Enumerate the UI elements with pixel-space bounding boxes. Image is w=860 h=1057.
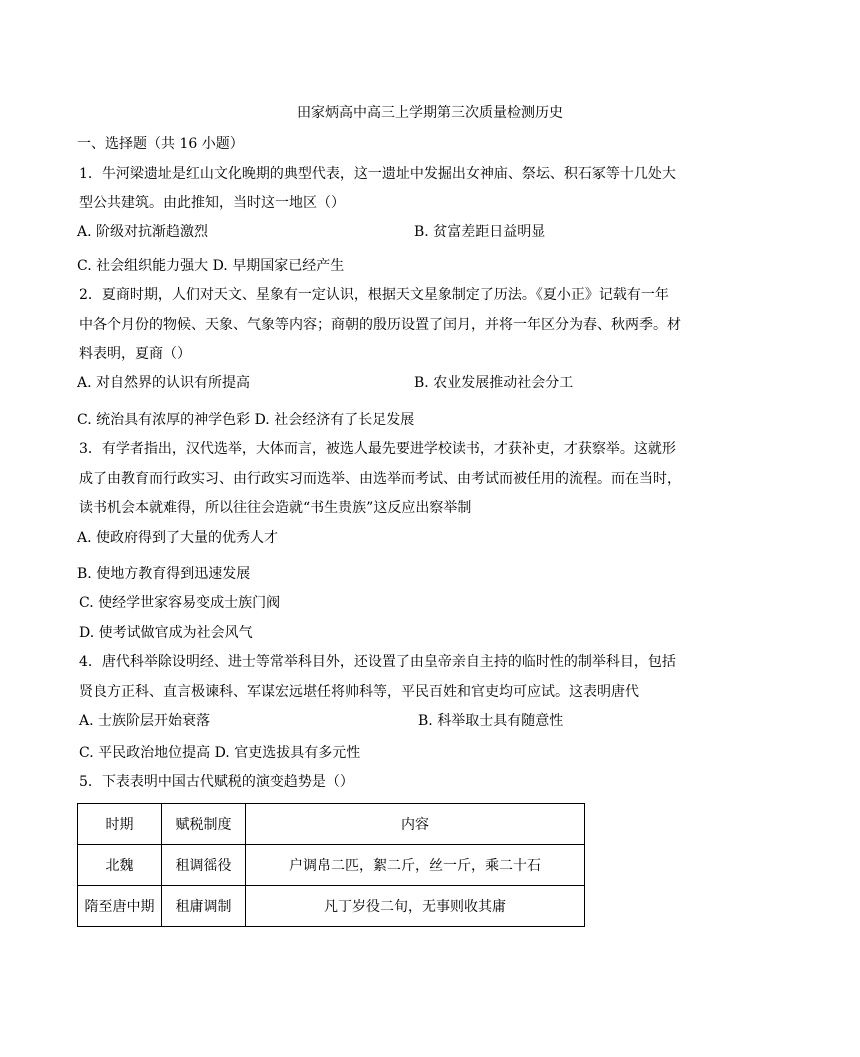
table-row xyxy=(78,886,585,927)
section-heading: 一、选择题（共 16 小题） xyxy=(77,136,244,152)
q3-option-c: C. 使经学世家容易变成士族门阀 xyxy=(79,595,281,611)
table-header-cell: 赋税制度 xyxy=(162,804,246,845)
q2-stem-line-2: 中各个月份的物候、天象、气象等内容；商朝的殷历设置了闰月，并将一年区分为春、秋两季。材 xyxy=(79,317,681,333)
q3-option-d: D. 使考试做官成为社会风气 xyxy=(79,625,253,641)
q1-stem-line-1: 1．牛河梁遗址是红山文化晚期的典型代表，这一遗址中发掘出女神庙、祭坛、积石冢等十几处大 xyxy=(79,166,676,182)
table-cell: 租调徭役 xyxy=(162,845,246,886)
q1-option-a: A. 阶级对抗渐趋激烈 xyxy=(77,224,209,240)
q1-option-cd: C. 社会组织能力强大 D. 早期国家已经产生 xyxy=(77,258,345,274)
table-cell: 租庸调制 xyxy=(162,886,246,927)
q4-stem-line-1: 4．唐代科举除设明经、进士等常举科目外，还设置了由皇帝亲自主持的临时性的制举科目，包括 xyxy=(79,654,676,670)
table-header-cell: 时期 xyxy=(78,804,162,845)
table-header-cell: 内容 xyxy=(246,804,585,845)
table-cell: 北魏 xyxy=(78,845,162,886)
table-cell: 凡丁岁役二旬，无事则收其庸 xyxy=(246,886,585,927)
q3-stem-line-1: 3．有学者指出，汉代选举，大体而言，被选人最先要进学校读书，才获补吏，才获察举。这就形 xyxy=(79,441,676,457)
q4-option-b: B. 科举取士具有随意性 xyxy=(418,713,564,729)
q4-option-a: A. 士族阶层开始衰落 xyxy=(79,713,211,729)
q4-stem-line-2: 贤良方正科、直言极谏科、军谋宏远堪任将帅科等，平民百姓和官吏均可应试。这表明唐代 xyxy=(79,684,639,700)
q2-stem-line-1: 2．夏商时期，人们对天文、星象有一定认识，根据天文星象制定了历法。《夏小正》记载有一年 xyxy=(79,287,669,303)
table-cell: 户调帛二匹，絮二斤，丝一斤，乘二十石 xyxy=(246,845,585,886)
q2-stem-line-3: 料表明，夏商（） xyxy=(79,346,191,362)
q5-stem-line-1: 5．下表表明中国古代赋税的演变趋势是（） xyxy=(79,774,354,790)
q3-option-b: B. 使地方教育得到迅速发展 xyxy=(77,566,251,582)
q2-option-a: A. 对自然界的认识有所提高 xyxy=(77,375,251,391)
page-title: 田家炳高中高三上学期第三次质量检测历史 xyxy=(297,105,563,121)
q3-option-a: A. 使政府得到了大量的优秀人才 xyxy=(77,530,279,546)
q4-option-cd: C. 平民政治地位提高 D. 官吏选拔具有多元性 xyxy=(79,745,361,761)
q2-option-b: B. 农业发展推动社会分工 xyxy=(414,375,574,391)
q1-option-b: B. 贫富差距日益明显 xyxy=(414,224,546,240)
table-cell: 隋至唐中期 xyxy=(78,886,162,927)
q1-stem-line-2: 型公共建筑。由此推知，当时这一地区（） xyxy=(79,195,345,211)
q2-option-cd: C. 统治具有浓厚的神学色彩 D. 社会经济有了长足发展 xyxy=(77,412,415,428)
table-header-row xyxy=(78,804,585,845)
q3-stem-line-3: 读书机会本就难得，所以往往会造就“书生贵族”这反应出察举制 xyxy=(79,500,472,516)
tax-system-table xyxy=(77,803,585,927)
table-row xyxy=(78,845,585,886)
q3-stem-line-2: 成了由教育而行政实习、由行政实习而选举、由选举而考试、由考试而被任用的流程。而在当时， xyxy=(79,471,681,487)
